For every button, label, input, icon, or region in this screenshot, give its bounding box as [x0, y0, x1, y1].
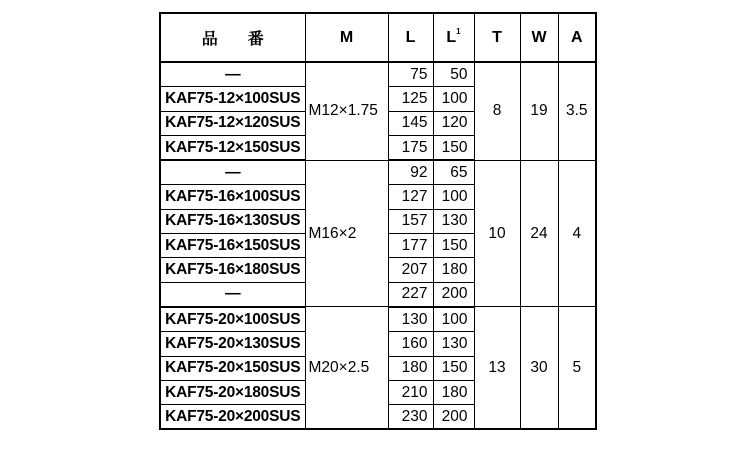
length-l1-cell: 100 — [433, 87, 474, 111]
part-number-cell: — — [160, 282, 305, 307]
header-a: A — [558, 13, 596, 62]
thickness-t-cell: 10 — [474, 160, 520, 307]
width-w-cell: 19 — [520, 62, 558, 160]
header-m: M — [305, 13, 388, 62]
part-number-cell: KAF75-16×180SUS — [160, 258, 305, 282]
length-l-cell: 157 — [388, 209, 433, 233]
table-body — [160, 62, 596, 429]
length-l1-cell: 150 — [433, 356, 474, 380]
dimension-a-cell: 5 — [558, 307, 596, 429]
length-l1-cell: 100 — [433, 307, 474, 332]
header-l1 — [433, 13, 474, 62]
length-l-cell: 145 — [388, 111, 433, 135]
length-l-cell: 75 — [388, 62, 433, 87]
length-l-cell: 130 — [388, 307, 433, 332]
header-w: W — [520, 13, 558, 62]
length-l-cell: 160 — [388, 332, 433, 356]
thickness-t-cell: 8 — [474, 62, 520, 160]
length-l1-cell: 65 — [433, 160, 474, 185]
thread-size-cell: M20×2.5 — [305, 307, 388, 429]
header-part-char-2: 番 — [247, 31, 264, 48]
header-l: L — [388, 13, 433, 62]
width-w-cell: 24 — [520, 160, 558, 307]
dimension-a-cell: 4 — [558, 160, 596, 307]
header-row — [160, 13, 596, 62]
table-row — [160, 62, 596, 87]
part-number-cell: — — [160, 62, 305, 87]
part-number-cell: KAF75-20×150SUS — [160, 356, 305, 380]
header-part-number — [160, 13, 305, 62]
length-l-cell: 230 — [388, 405, 433, 430]
length-l-cell: 207 — [388, 258, 433, 282]
length-l1-cell: 100 — [433, 185, 474, 209]
length-l1-cell: 50 — [433, 62, 474, 87]
length-l1-cell: 180 — [433, 258, 474, 282]
spec-table — [159, 12, 597, 430]
part-number-cell: KAF75-20×100SUS — [160, 307, 305, 332]
part-number-cell: KAF75-16×130SUS — [160, 209, 305, 233]
length-l1-cell: 120 — [433, 111, 474, 135]
header-t: T — [474, 13, 520, 62]
part-number-cell: KAF75-12×120SUS — [160, 111, 305, 135]
dimension-a-cell: 3.5 — [558, 62, 596, 160]
width-w-cell: 30 — [520, 307, 558, 429]
part-number-cell: KAF75-12×150SUS — [160, 135, 305, 160]
part-number-cell: KAF75-12×100SUS — [160, 87, 305, 111]
length-l-cell: 210 — [388, 380, 433, 404]
length-l-cell: 175 — [388, 135, 433, 160]
table-row — [160, 160, 596, 185]
length-l1-cell: 130 — [433, 209, 474, 233]
length-l1-cell: 180 — [433, 380, 474, 404]
length-l-cell: 125 — [388, 87, 433, 111]
length-l-cell: 177 — [388, 234, 433, 258]
part-number-cell: KAF75-16×100SUS — [160, 185, 305, 209]
thickness-t-cell: 13 — [474, 307, 520, 429]
part-number-cell: KAF75-20×200SUS — [160, 405, 305, 430]
length-l-cell: 92 — [388, 160, 433, 185]
part-number-cell: KAF75-16×150SUS — [160, 234, 305, 258]
length-l-cell: 127 — [388, 185, 433, 209]
length-l1-cell: 150 — [433, 135, 474, 160]
length-l1-cell: 130 — [433, 332, 474, 356]
length-l1-cell: 150 — [433, 234, 474, 258]
part-number-cell: — — [160, 160, 305, 185]
length-l-cell: 227 — [388, 282, 433, 307]
header-l1-main: L — [446, 28, 457, 46]
length-l1-cell: 200 — [433, 405, 474, 430]
table-row — [160, 307, 596, 332]
length-l1-cell: 200 — [433, 282, 474, 307]
length-l-cell: 180 — [388, 356, 433, 380]
part-number-cell: KAF75-20×130SUS — [160, 332, 305, 356]
thread-size-cell: M12×1.75 — [305, 62, 388, 160]
part-number-cell: KAF75-20×180SUS — [160, 380, 305, 404]
header-l1-subscript: 1 — [456, 26, 461, 36]
thread-size-cell: M16×2 — [305, 160, 388, 307]
header-part-char-1: 品 — [201, 31, 218, 48]
